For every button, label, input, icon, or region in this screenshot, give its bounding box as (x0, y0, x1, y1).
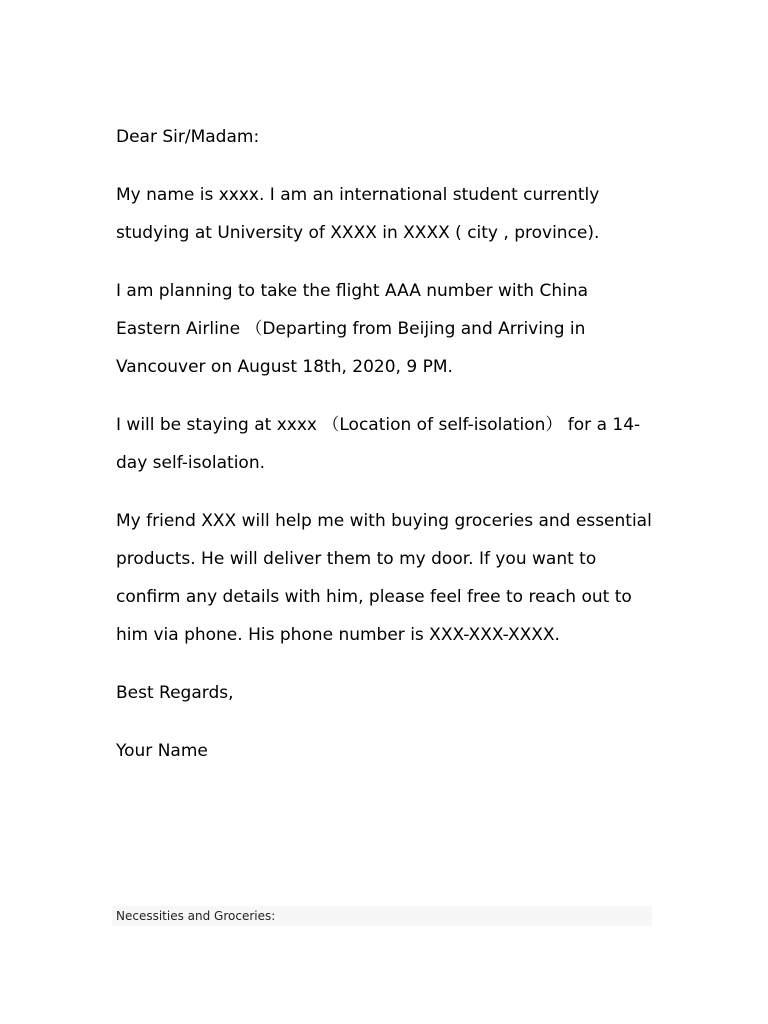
paragraph-flight: I am planning to take the flight AAA number with China Eastern Airline （Departing from Beijing and Arriving in Vancouver on August 18th, 2020, 9 PM. (116, 281, 589, 377)
necessities-section (112, 906, 652, 926)
paragraph-introduction: My name is xxxx. I am an international student currently studying at University of XXXX in XXXX ( city , province). (116, 185, 600, 243)
salutation: Dear Sir/Madam: (116, 127, 260, 147)
paragraph-friend: My friend XXX will help me with buying groceries and essential products. He will deliver them to my door. If you want to confirm any details with him, please feel free to reach out to him via phone. His phone number is XXX-XXX-XXXX. (116, 511, 652, 645)
paragraph-isolation: I will be staying at xxxx （Location of self-isolation） for a 14-day self-isolation. (116, 415, 641, 473)
signature: Your Name (116, 741, 208, 761)
letter-body (116, 118, 656, 790)
closing: Best Regards, (116, 683, 234, 703)
necessities-label: Necessities and Groceries: (116, 909, 276, 923)
